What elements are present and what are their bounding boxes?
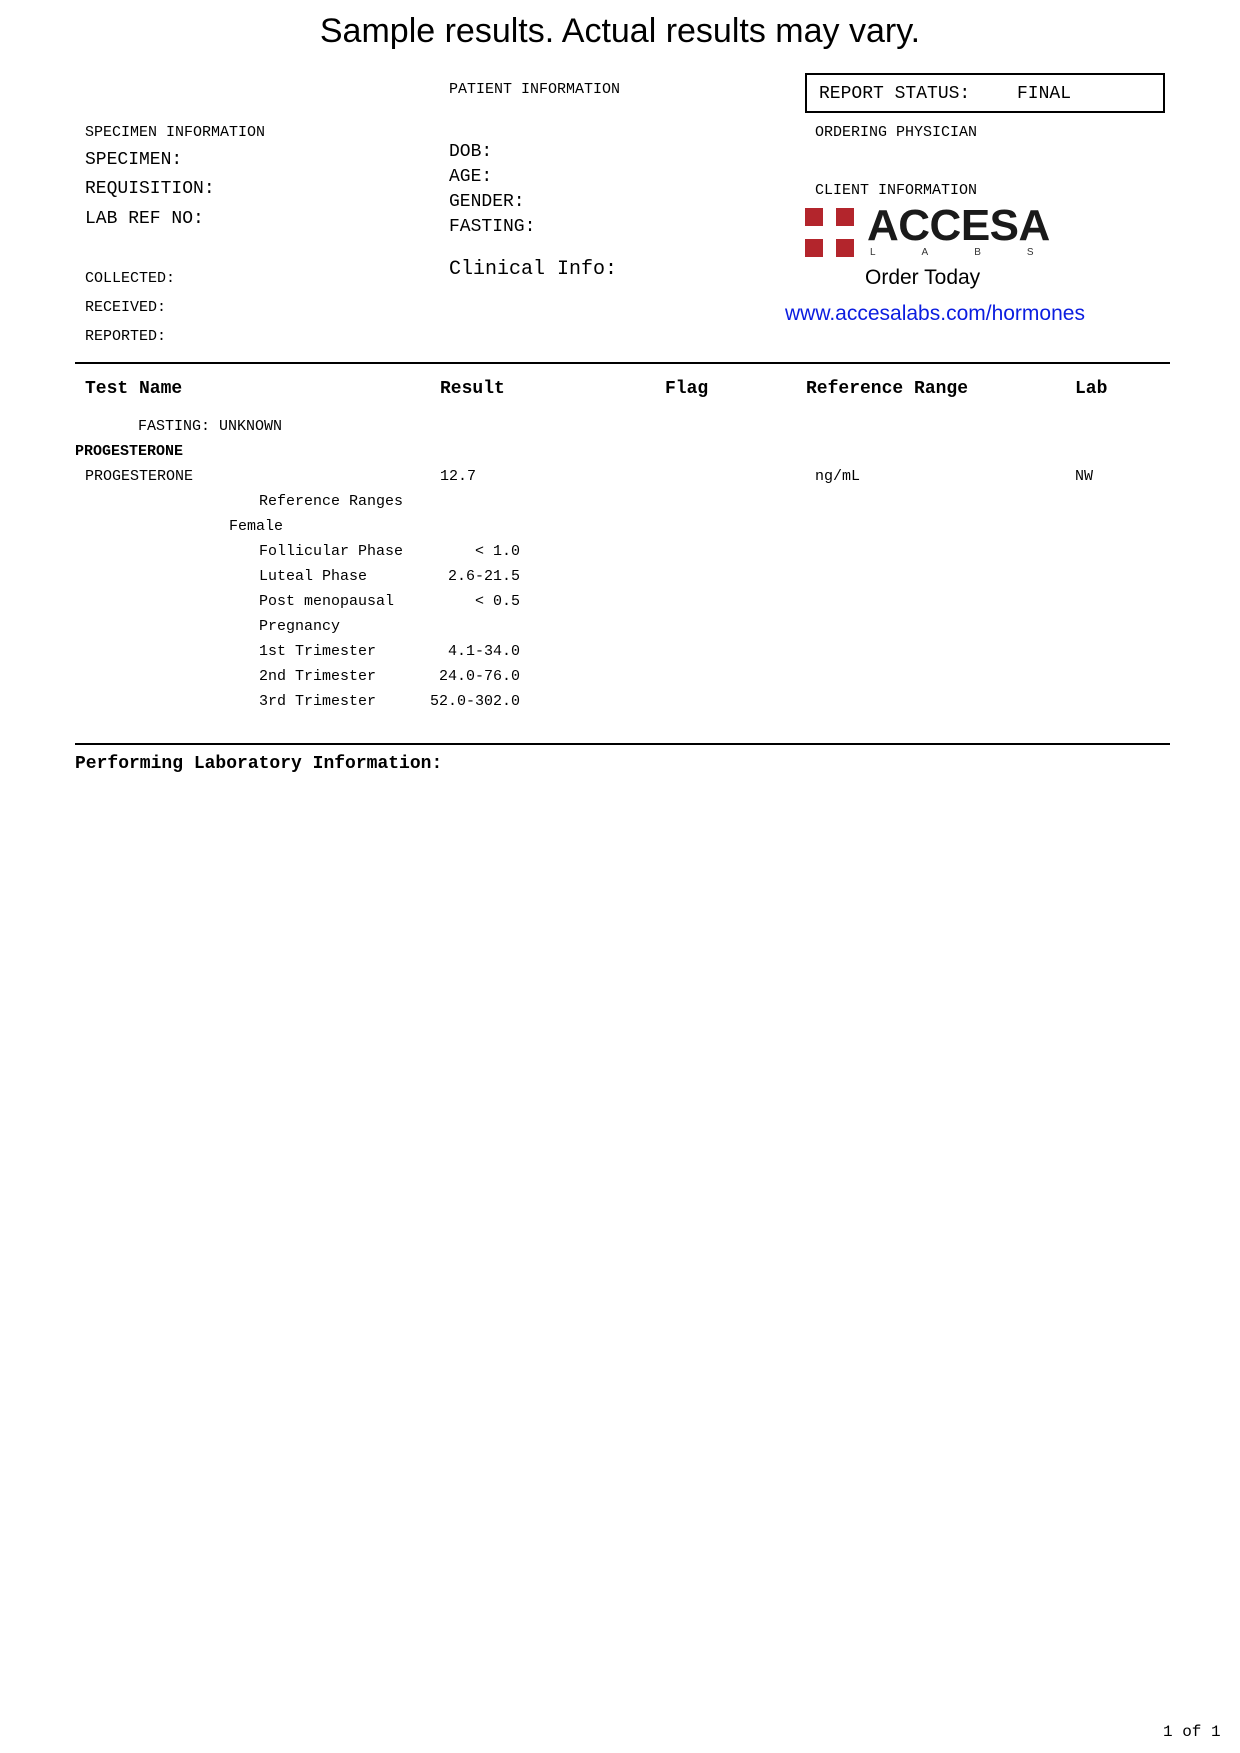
requisition-label: REQUISITION: [85,179,215,199]
clinical-info-label: Clinical Info: [449,258,618,281]
accesa-labs-logo [805,201,1080,263]
collected-label: COLLECTED: [85,270,176,287]
received-label: RECEIVED: [85,299,167,316]
logo-cross-square [805,208,823,226]
panel-name: PROGESTERONE [75,443,184,460]
reference-group-female: Female [229,518,284,535]
logo-wordmark: ACCESA [867,201,1050,250]
range-value: < 0.5 [474,593,520,610]
specimen-label: SPECIMEN: [85,150,183,170]
range-value: < 1.0 [474,543,520,560]
dob-label: DOB: [449,142,493,162]
ordering-physician-heading: ORDERING PHYSICIAN [815,124,978,141]
col-header-reference-range: Reference Range [806,379,969,399]
results-divider [75,743,1170,745]
patient-info-heading: PATIENT INFORMATION [449,81,621,98]
client-info-heading: CLIENT INFORMATION [815,182,978,199]
lab-ref-label: LAB REF NO: [85,209,204,229]
report-status-label: REPORT STATUS: [819,84,971,104]
logo-cross-square [805,239,823,257]
range-label: 1st Trimester [259,643,377,660]
range-value: 4.1-34.0 [447,643,520,660]
specimen-info-heading: SPECIMEN INFORMATION [85,124,266,141]
report-status-value: FINAL [1017,84,1072,104]
website-link[interactable]: www.accesalabs.com/hormones [785,302,1085,325]
range-label: Follicular Phase [259,543,404,560]
col-header-lab: Lab [1075,379,1108,399]
range-label: Post menopausal [259,593,395,610]
page-number: 1 of 1 [1163,1723,1221,1741]
test-units: ng/mL [815,468,861,485]
gender-label: GENDER: [449,192,525,212]
fasting-note: FASTING: UNKNOWN [138,418,283,435]
test-lab: NW [1075,468,1094,485]
reference-ranges-title: Reference Ranges [259,493,404,510]
range-label: Pregnancy [259,618,341,635]
col-header-result: Result [440,379,505,399]
range-value: 2.6-21.5 [447,568,520,585]
disclaimer-banner: Sample results. Actual results may vary. [319,12,921,50]
range-value: 52.0-302.0 [429,693,520,710]
logo-cross-square [836,208,854,226]
fasting-label: FASTING: [449,217,536,237]
report-status-box [805,73,1165,113]
age-label: AGE: [449,167,493,187]
col-header-flag: Flag [665,379,709,399]
reported-label: REPORTED: [85,328,167,345]
range-label: 2nd Trimester [259,668,377,685]
range-label: Luteal Phase [259,568,368,585]
test-name: PROGESTERONE [85,468,194,485]
test-result: 12.7 [440,468,477,485]
range-value: 24.0-76.0 [438,668,520,685]
range-label: 3rd Trimester [259,693,377,710]
order-today-text: Order Today [865,266,981,289]
performing-lab-heading: Performing Laboratory Information: [75,754,443,774]
header-divider [75,362,1170,364]
logo-subtext: LABS [870,247,1080,258]
col-header-test-name: Test Name [85,379,183,399]
logo-cross-square [836,239,854,257]
